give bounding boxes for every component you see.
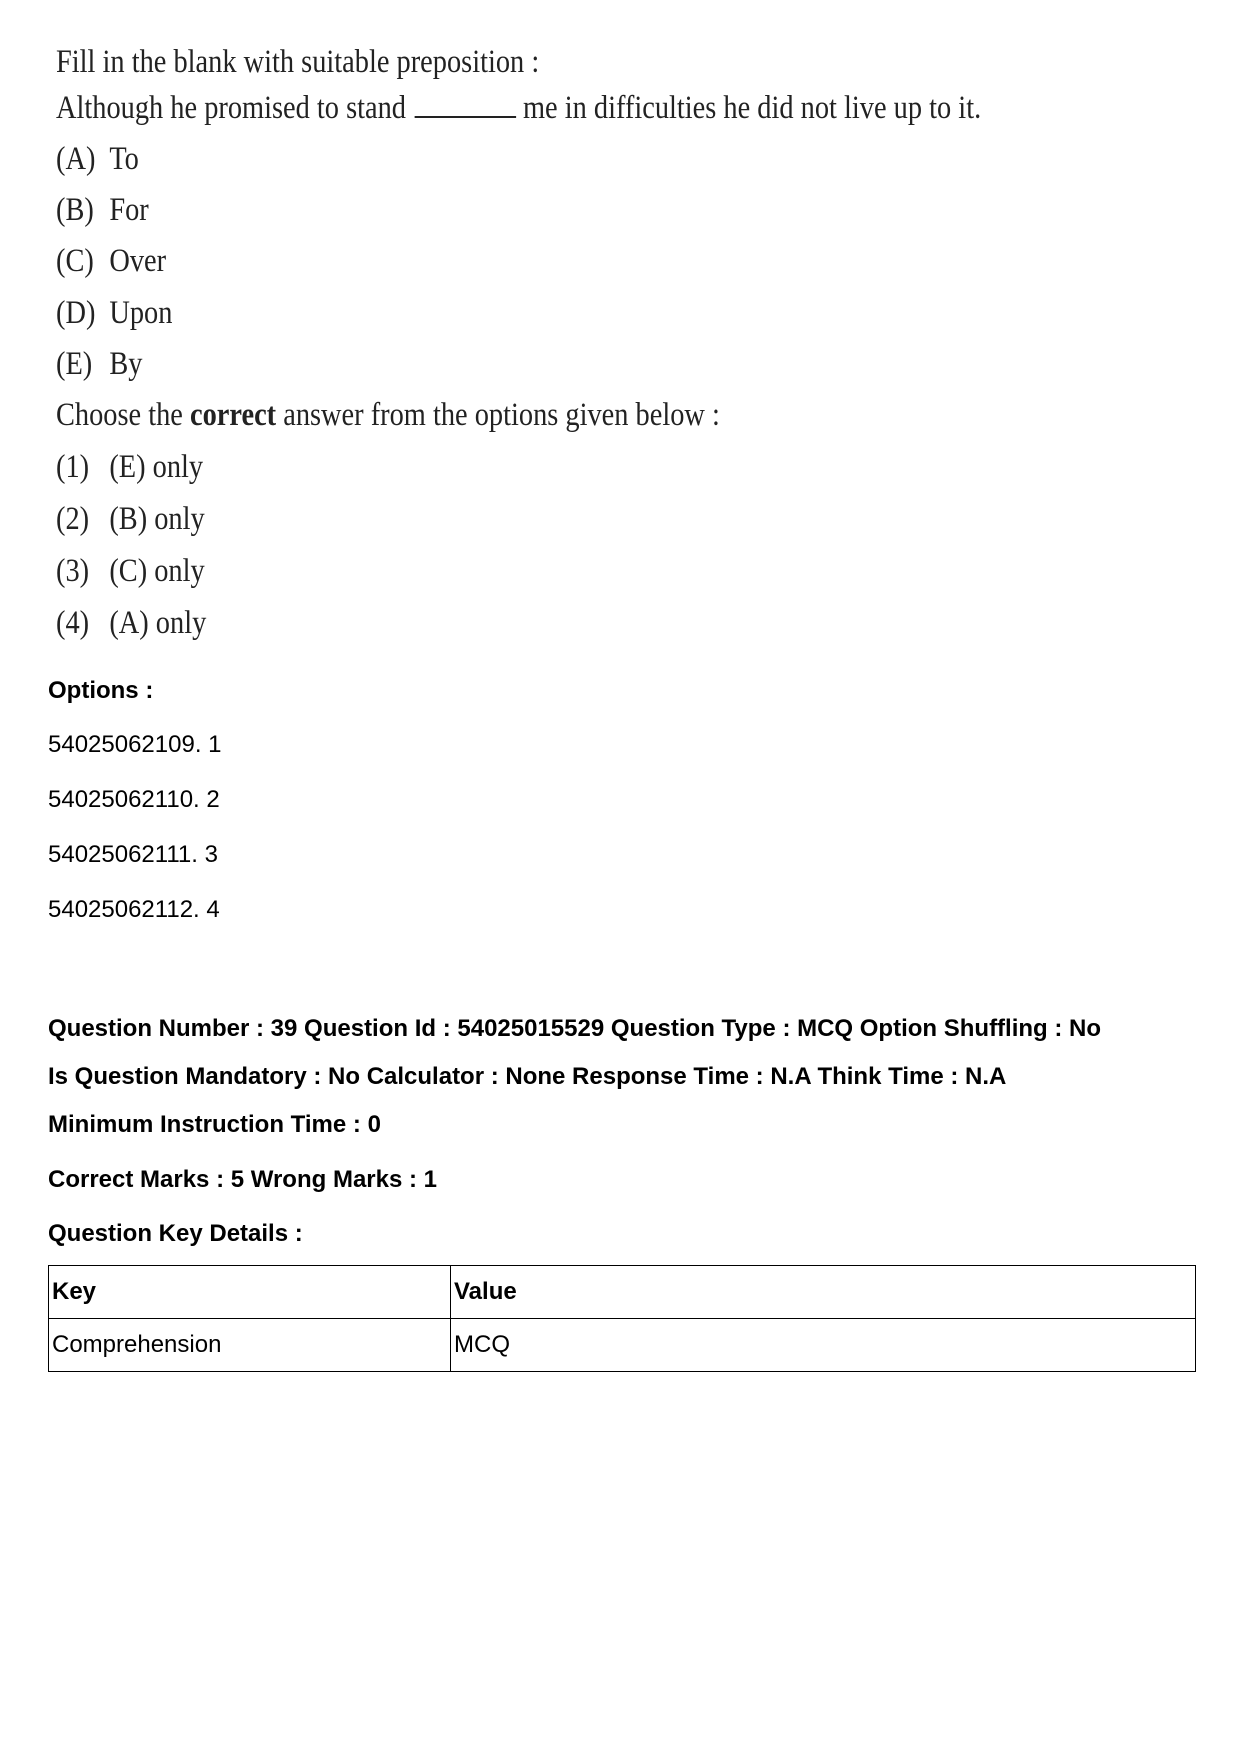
key-details-heading: Question Key Details :	[48, 1220, 303, 1247]
choose-instruction	[56, 395, 720, 435]
choice-c	[56, 241, 166, 281]
choice-label: (C)	[56, 243, 94, 279]
table-row	[49, 1319, 1196, 1372]
options-heading: Options :	[48, 677, 154, 704]
answer-label: (3)	[56, 553, 90, 589]
option-item: 54025062109. 1	[48, 731, 222, 758]
choice-text: Upon	[109, 295, 173, 331]
choice-text: Over	[109, 243, 167, 279]
answer-3	[56, 551, 205, 591]
choice-text: By	[109, 346, 143, 382]
table-cell-key: Comprehension	[49, 1319, 451, 1372]
choice-b	[56, 190, 149, 230]
choice-label: (D)	[56, 295, 96, 331]
choice-text: To	[109, 141, 139, 177]
choose-prefix: Choose the	[56, 397, 183, 433]
answer-4	[56, 603, 206, 643]
table-header-key: Key	[49, 1266, 451, 1319]
choose-bold: correct	[190, 397, 277, 433]
sentence-after: me in difficulties he did not live up to it.	[522, 90, 982, 126]
marks-line: Correct Marks : 5 Wrong Marks : 1	[48, 1166, 438, 1193]
choice-e	[56, 344, 142, 384]
answer-label: (4)	[56, 605, 90, 641]
table-header-row	[49, 1266, 1196, 1319]
question-meta-line1: Question Number : 39 Question Id : 54025015529 Question Type : MCQ Option Shuffling : No	[48, 1015, 1102, 1042]
answer-text: (A) only	[109, 605, 207, 641]
key-details-table	[48, 1265, 1196, 1372]
option-item: 54025062111. 3	[48, 841, 218, 868]
choice-label: (E)	[56, 346, 93, 382]
table-header-value: Value	[451, 1266, 1196, 1319]
answer-text: (E) only	[109, 449, 204, 485]
question-instruction: Fill in the blank with suitable preposition :	[56, 44, 540, 80]
choice-text: For	[109, 192, 149, 228]
choice-label: (B)	[56, 192, 94, 228]
question-meta-line3: Minimum Instruction Time : 0	[48, 1111, 381, 1138]
choose-suffix: answer from the options given below :	[283, 397, 720, 433]
answer-label: (1)	[56, 449, 90, 485]
table-cell-value: MCQ	[451, 1319, 1196, 1372]
blank-line	[415, 90, 516, 118]
answer-2	[56, 499, 205, 539]
option-item: 54025062112. 4	[48, 896, 220, 923]
choice-label: (A)	[56, 141, 96, 177]
question-meta-line2: Is Question Mandatory : No Calculator : None Response Time : N.A Think Time : N.A	[48, 1063, 1007, 1090]
answer-text: (B) only	[109, 501, 205, 537]
option-item: 54025062110. 2	[48, 786, 220, 813]
choice-a	[56, 139, 139, 179]
answer-1	[56, 447, 203, 487]
answer-text: (C) only	[109, 553, 205, 589]
question-sentence	[56, 88, 981, 128]
sentence-before: Although he promised to stand	[56, 90, 406, 126]
choice-d	[56, 293, 172, 333]
answer-label: (2)	[56, 501, 90, 537]
